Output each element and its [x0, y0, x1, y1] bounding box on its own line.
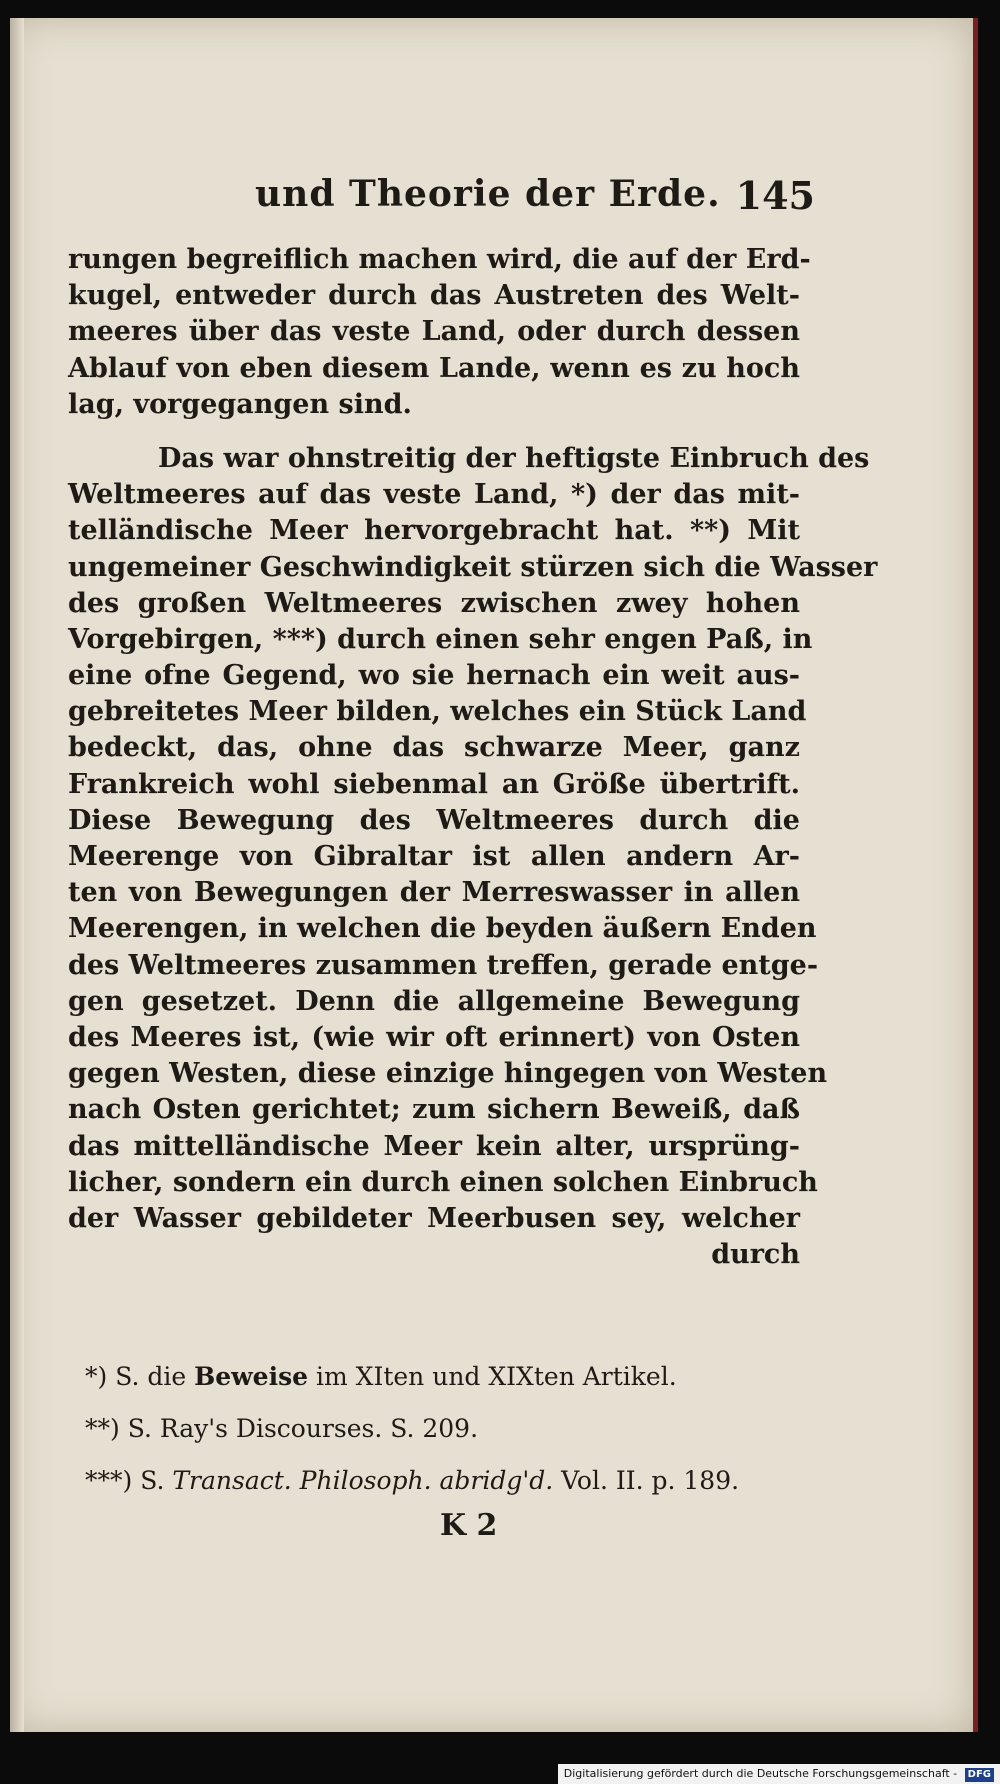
- page-edge-shadow: [10, 18, 24, 1732]
- text-line: Meerenge von Gibraltar ist allen andern Ar-: [68, 841, 800, 872]
- footnote: [85, 1351, 805, 1403]
- text-line: des Meeres ist, (wie wir oft erinnert) von Osten: [68, 1021, 800, 1053]
- footnote-text: im XIten und XIXten Artikel.: [316, 1362, 677, 1391]
- text-line: bedeckt, das, ohne das schwarze Meer, ganz: [68, 732, 800, 764]
- text-line: rungen begreiflich machen wird, die auf der Erd-: [68, 244, 811, 275]
- page-number: 145: [735, 173, 815, 218]
- footnote: [85, 1403, 805, 1455]
- signature-mark: K 2: [440, 1508, 498, 1543]
- text-line: Ablauf von eben diesem Lande, wenn es zu hoch: [68, 352, 800, 384]
- main-text: [68, 242, 878, 1273]
- text-line: gegen Westen, diese einzige hingegen von Westen: [68, 1058, 828, 1090]
- text-line: nach Osten gerichtet; zum sichern Beweiß, daß: [68, 1094, 800, 1126]
- footnote-prefix: S. die: [115, 1362, 187, 1391]
- footnote-text: Vol. II. p. 189.: [561, 1466, 740, 1495]
- text-line: ungemeiner Geschwindigkeit stürzen sich die Wasser: [68, 551, 878, 583]
- footnote-source-title: Transact. Philosoph. abridg'd.: [172, 1466, 554, 1495]
- book-page: [10, 18, 978, 1732]
- footnote: [85, 1455, 805, 1507]
- footnote-emphasis: Beweise: [194, 1362, 309, 1391]
- footnote-prefix: S.: [140, 1466, 165, 1495]
- text-line: der Wasser gebildeter Meerbusen sey, welcher: [68, 1202, 800, 1234]
- text-line: Das war ohnstreitig der heftigste Einbruch des: [158, 442, 870, 474]
- text-line: Meerengen, in welchen die beyden äußern Enden: [68, 913, 817, 945]
- text-line: Diese Bewegung des Weltmeeres durch die: [68, 804, 800, 836]
- text-line: meeres über das veste Land, oder durch dessen: [68, 316, 800, 348]
- digitization-credit: [558, 1764, 1000, 1784]
- text-line: ten von Bewegungen der Merreswasser in allen: [68, 877, 800, 909]
- footnote-text: S. Ray's Discourses. S. 209.: [127, 1414, 479, 1443]
- text-line: telländische Meer hervorgebracht hat. **) Mit: [68, 515, 800, 547]
- text-line: lag, vorgegangen sind.: [68, 388, 412, 420]
- running-title: und Theorie der Erde.: [255, 173, 721, 215]
- text-line: gen gesetzet. Denn die allgemeine Bewegung: [68, 985, 800, 1017]
- text-line: Weltmeeres auf das veste Land, *) der das mit-: [68, 479, 800, 511]
- text-line: das mittelländische Meer kein alter, ursprüng-: [68, 1130, 800, 1162]
- text-line: gebreitetes Meer bilden, welches ein Stück Land: [68, 696, 807, 728]
- text-line: des großen Weltmeeres zwischen zwey hohen: [68, 587, 800, 619]
- credit-text: Digitalisierung gefördert durch die Deutsche Forschungsgemeinschaft -: [563, 1767, 958, 1780]
- text-line: eine ofne Gegend, wo sie hernach ein weit aus-: [68, 660, 800, 692]
- footnote-mark: **): [85, 1414, 120, 1443]
- text-line: licher, sondern ein durch einen solchen Einbruch: [68, 1166, 818, 1198]
- dfg-logo: DFG: [965, 1768, 994, 1782]
- paragraph-gap: [68, 423, 800, 441]
- catchword: durch: [711, 1239, 800, 1271]
- footnotes: [85, 1351, 805, 1507]
- footnote-mark: ***): [85, 1466, 133, 1495]
- text-line: des Weltmeeres zusammen treffen, gerade entge-: [68, 949, 819, 981]
- footnote-mark: *): [85, 1362, 108, 1391]
- text-line: Frankreich wohl siebenmal an Größe übertrift.: [68, 768, 800, 800]
- text-line: Vorgebirgen, ***) durch einen sehr engen Paß, in: [68, 623, 813, 655]
- text-line: kugel, entweder durch das Austreten des Welt-: [68, 280, 800, 312]
- page-header: [235, 173, 815, 223]
